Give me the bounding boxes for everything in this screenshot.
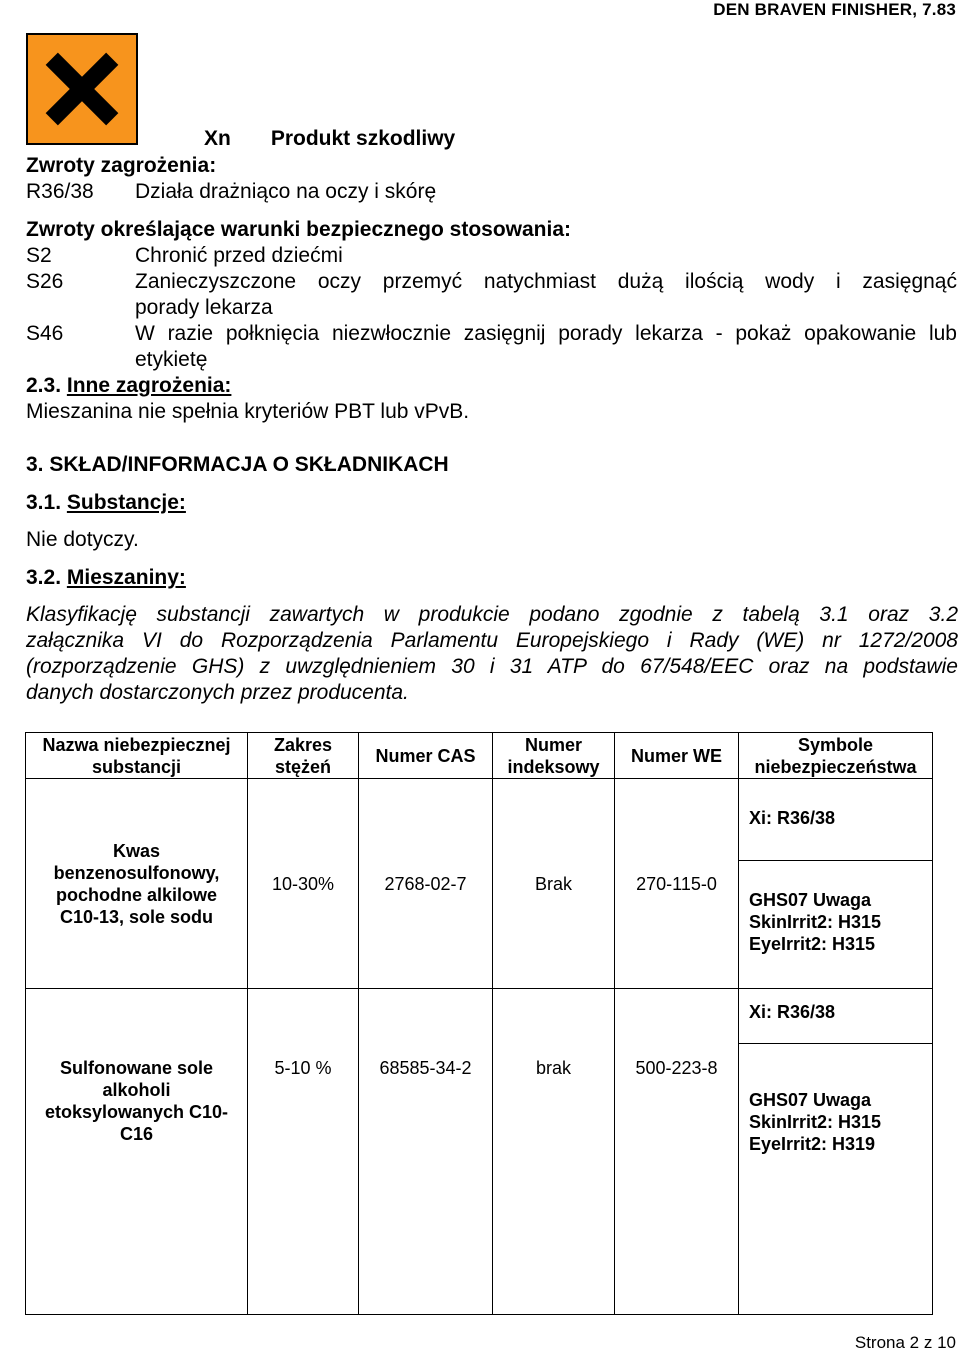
safety-code: S46: [26, 322, 64, 345]
safety-text: Chronić przed dziećmi: [135, 244, 343, 267]
header-line: Zakres: [273, 734, 333, 755]
table-cell-we: 500-223-8: [635, 1058, 718, 1078]
safety-code: S26: [26, 270, 64, 293]
name-line: benzenosulfonowy,: [53, 862, 220, 883]
symbol-line: Xi: R36/38: [749, 808, 836, 828]
section-title: Substancje:: [66, 491, 186, 514]
table-header-cell: [248, 733, 358, 778]
table-cell-cas: 2768-02-7: [384, 873, 467, 894]
header-line: stężeń: [274, 756, 331, 777]
classification-paragraph-line: Klasyfikację substancji zawartych w produkcie podano zgodnie z tabelą 3.1 oraz 3.2: [26, 603, 958, 626]
table-cell-symbols: [739, 1044, 932, 1314]
page-number: Strona 2 z 10: [854, 1333, 956, 1352]
classification-paragraph-line: (rozporządzenie GHS) z uwzględnieniem 30 i 31 ATP do 67/548/EEC oraz na podstawie: [26, 655, 958, 678]
hazard-code: Xn: [204, 127, 231, 150]
table-cell-symbols: [739, 779, 932, 860]
table-header-cell: [359, 733, 492, 778]
symbol-line: SkinIrrit2: H315: [749, 912, 882, 932]
classification-paragraph-line: załącznika VI do Rozporządzenia Parlamentu Europejskiego i Rady (WE) nr 1272/2008: [26, 629, 958, 652]
header-line: substancji: [91, 756, 182, 777]
hazard-name: Produkt szkodliwy: [270, 127, 456, 150]
header-line: Symbole: [797, 734, 874, 755]
hazardous-components-table: [25, 732, 933, 1315]
table-header-cell: [615, 733, 738, 778]
table-cell-symbols: [739, 861, 932, 988]
table-cell-range: 10-30%: [271, 873, 335, 894]
name-line: C10-13, sole sodu: [59, 906, 214, 927]
section-2-3-heading: [26, 374, 231, 398]
table-cell-name: [26, 779, 247, 988]
table-border: [25, 1314, 933, 1315]
other-hazards-text: Mieszanina nie spełnia kryteriów PBT lub vPvB.: [26, 400, 470, 423]
table-cell-name: [26, 989, 247, 1314]
name-line: C16: [119, 1124, 153, 1144]
table-border: [932, 732, 933, 1315]
risk-text: Działa drażniąco na oczy i skórę: [135, 180, 437, 203]
name-line: Sulfonowane sole: [59, 1058, 213, 1078]
safety-text: W razie połknięcia niezwłocznie zasięgnij porady lekarza - pokaż opakowanie lub: [135, 322, 957, 345]
symbol-line: GHS07 Uwaga: [749, 890, 872, 910]
table-cell-range: 5-10 %: [274, 1058, 332, 1078]
risk-phrases-heading: Zwroty zagrożenia:: [26, 154, 217, 177]
header-line: niebezpieczeństwa: [754, 756, 917, 777]
table-cell-symbols: [739, 989, 932, 1043]
section-3-2-heading: [26, 566, 186, 590]
section-number: 2.3.: [26, 374, 62, 397]
section-3-1-heading: [26, 491, 186, 515]
harmful-x-icon: [26, 33, 138, 145]
safety-text: Zanieczyszczone oczy przemyć natychmiast dużą ilością wody i zasięgnąć: [135, 270, 957, 293]
classification-paragraph-line: danych dostarczonych przez producenta.: [26, 681, 409, 704]
table-cell-we: 270-115-0: [636, 873, 717, 894]
table-header-cell: [26, 733, 247, 778]
header-line: indeksowy: [507, 756, 600, 777]
symbol-line: EyeIrrit2: H319: [749, 1134, 876, 1154]
symbol-line: SkinIrrit2: H315: [749, 1112, 882, 1132]
name-line: pochodne alkilowe: [55, 884, 217, 905]
table-header-cell: [493, 733, 614, 778]
hazard-symbol-label: [204, 127, 455, 151]
safety-code: S2: [26, 244, 52, 267]
safety-phrases-heading: Zwroty określające warunki bezpiecznego stosowania:: [26, 218, 571, 241]
document-title: DEN BRAVEN FINISHER, 7.83: [713, 0, 956, 19]
section-title: Inne zagrożenia:: [66, 374, 232, 397]
section-3-heading: 3. SKŁAD/INFORMACJA O SKŁADNIKACH: [26, 453, 449, 476]
risk-code: R36/38: [26, 180, 94, 203]
name-line: alkoholi: [102, 1080, 171, 1100]
name-line: Kwas: [112, 840, 160, 861]
table-header-cell: [739, 733, 932, 778]
harmful-x-graphic: [28, 35, 136, 143]
table-cell-cas: 68585-34-2: [379, 1058, 472, 1078]
section-number: 3.2.: [26, 566, 62, 589]
safety-text: etykietę: [135, 348, 208, 371]
header-line: Numer: [524, 734, 582, 755]
substances-text: Nie dotyczy.: [26, 528, 139, 551]
symbol-line: Xi: R36/38: [749, 1002, 836, 1022]
safety-text: porady lekarza: [135, 296, 273, 319]
header-line: Nazwa niebezpiecznej: [42, 734, 231, 755]
name-line: etoksylowanych C10-: [44, 1102, 229, 1122]
table-cell-index: Brak: [534, 873, 572, 894]
header-line: Numer WE: [630, 745, 722, 766]
table-cell-index: brak: [535, 1058, 571, 1078]
symbol-line: EyeIrrit2: H315: [749, 934, 876, 954]
section-number: 3.1.: [26, 491, 62, 514]
section-title: Mieszaniny:: [66, 566, 186, 589]
symbol-line: GHS07 Uwaga: [749, 1090, 872, 1110]
header-line: Numer CAS: [375, 745, 476, 766]
